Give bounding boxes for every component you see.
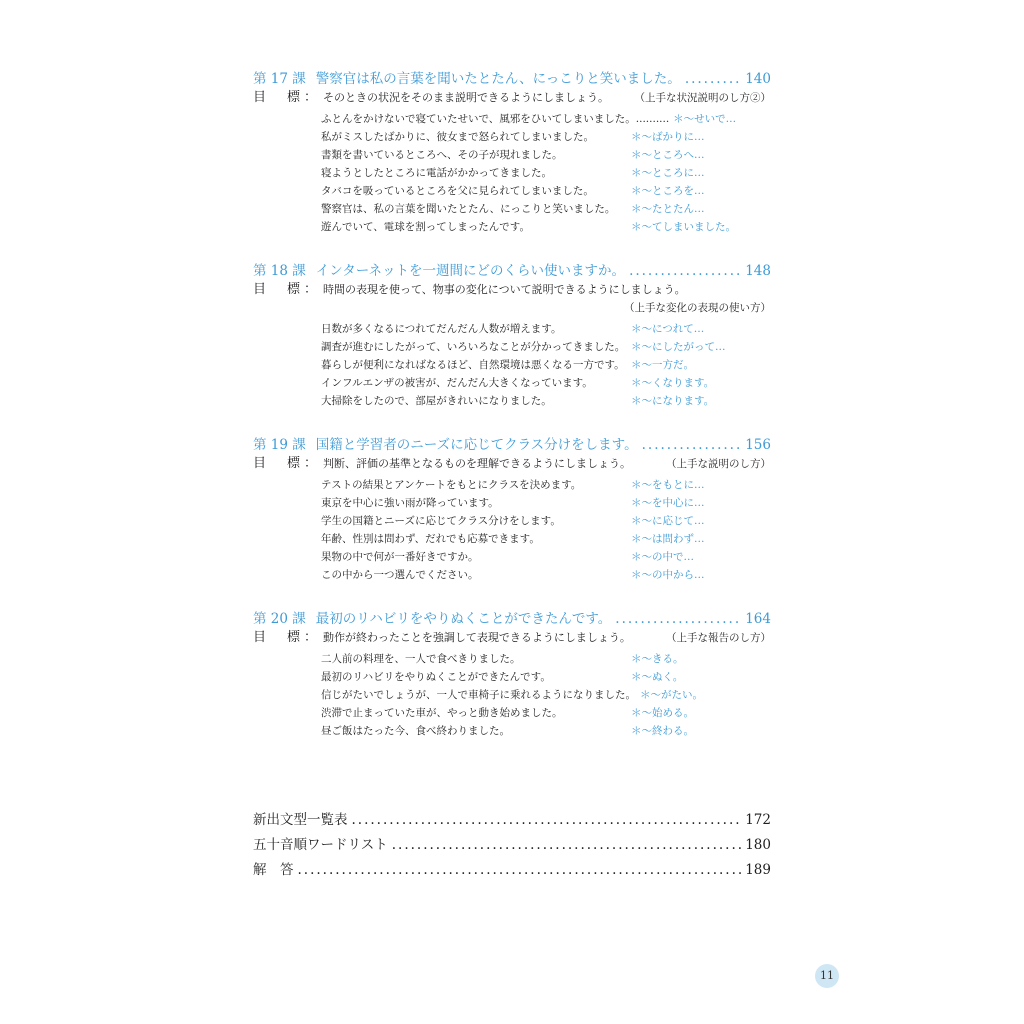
lesson-number: 第 18 課 [253,263,306,279]
example-row [321,476,771,494]
leader-dots [629,262,741,280]
goal-label: 目 標： [253,456,322,471]
lesson-title-row [253,604,771,628]
example-sentence: 二人前の料理を、一人で食べきりました。 [321,653,521,665]
goal-row [253,630,771,646]
example-pattern: ＊～を中心に… [631,497,705,509]
lesson-number: 第 20 課 [253,611,306,627]
example-row [321,338,771,356]
example-list [321,650,771,740]
goal-text: 時間の表現を使って、物事の変化について説明できるようにしましょう。 [323,283,686,296]
example-row [321,722,771,740]
appendix-index [253,808,771,883]
lesson-18 [253,256,771,410]
example-sentence: 遊んでいて、電球を割ってしまったんです。 [321,221,530,233]
example-sentence: タバコを吸っているところを父に見られてしまいました。 [321,185,594,197]
example-row [321,512,771,530]
lesson-title-row [253,256,771,280]
lesson-title: 最初のリハビリをやりぬくことができたんです。 [315,611,612,627]
lesson-20 [253,604,771,740]
example-list [321,320,771,410]
example-pattern: ＊～ぬく。 [631,671,684,683]
leader-dots [685,70,741,88]
example-pattern: ＊～につれて… [631,323,705,335]
example-sentence: 渋滞で止まっていた車が、やっと動き始めました。 [321,707,563,719]
example-sentence: この中から一つ選んでください。 [321,569,479,581]
example-row [321,200,771,218]
example-row [321,392,771,410]
lesson-number: 第 17 課 [253,71,306,87]
lesson-page: 148 [745,263,771,279]
example-pattern: ＊～ところを… [631,185,705,197]
goal-text: 判断、評価の基準となるものを理解できるようにしましょう。 [323,457,632,470]
goal-label: 目 標： [253,282,322,297]
example-pattern: ＊～は問わず… [631,533,705,545]
example-row [321,356,771,374]
goal-label: 目 標： [253,90,322,105]
example-sentence: 大掃除をしたので、部屋がきれいになりました。 [321,395,552,407]
example-sentence: 昼ご飯はたった今、食べ終わりました。 [321,725,510,737]
lesson-17 [253,64,771,236]
example-row [321,110,771,128]
example-sentence: テストの結果とアンケートをもとにクラスを決めます。 [321,479,582,491]
example-pattern: ＊～になります。 [631,395,715,407]
goal-label: 目 標： [253,630,322,645]
goal-note: （上手な説明のし方） [666,458,771,470]
example-row [321,182,771,200]
goal-note: （上手な報告のし方） [666,632,771,644]
example-row [321,128,771,146]
example-pattern: ＊～一方だ。 [631,359,694,371]
goal-row [253,282,771,298]
example-pattern: ＊～をもとに… [631,479,705,491]
example-list [321,110,771,236]
example-pattern: ＊～終わる。 [631,725,694,737]
lesson-title: インターネットを一週間にどのくらい使いますか。 [315,263,626,279]
goal-text: そのときの状況をそのまま説明できるようにしましょう。 [323,91,610,104]
example-sentence: 暮らしが便利になればなるほど、自然環境は悪くなる一方です。 [321,359,625,371]
leader-dots [352,808,742,833]
index-entry [253,833,771,858]
index-entry [253,808,771,833]
index-page: 180 [745,837,771,853]
lesson-title: 国籍と学習者のニーズに応じてクラス分けをします。 [315,437,638,453]
index-label: 五十音順ワードリスト [253,837,388,853]
example-sentence: 日数が多くなるにつれてだんだん人数が増えます。 [321,323,562,335]
lesson-title-row [253,64,771,88]
example-sentence: 寝ようとしたところに電話がかかってきました。 [321,167,552,179]
leader-dots [615,610,741,628]
example-row [321,686,771,704]
leader-dots [642,436,742,454]
example-row [321,494,771,512]
index-label: 新出文型一覧表 [253,812,348,828]
example-pattern: ＊～の中で… [631,551,694,563]
index-label: 解 答 [253,862,294,878]
example-pattern: ＊～きる。 [631,653,684,665]
example-sentence: インフルエンザの被害が、だんだん大きくなっています。 [321,377,593,389]
example-row [321,218,771,236]
example-pattern: ＊～始める。 [631,707,694,719]
example-list [321,476,771,584]
leader-dots [392,833,741,858]
example-row [321,704,771,722]
goal-note: （上手な状況説明のし方②） [634,92,771,104]
example-row [321,164,771,182]
lesson-title-row [253,430,771,454]
lesson-19 [253,430,771,584]
example-row [321,668,771,686]
example-sentence: 調査が進むにしたがって、いろいろなことが分かってきました。 [321,341,626,353]
example-row [321,530,771,548]
example-pattern: ＊～せいで… [673,113,737,125]
example-pattern: ＊～ところに… [631,167,705,179]
example-sentence: 警察官は、私の言葉を聞いたとたん、にっこりと笑いました。 [321,203,616,215]
example-row [321,320,771,338]
example-sentence: 信じがたいでしょうが、一人で車椅子に乗れるようになりました。 [321,689,636,701]
index-page: 189 [745,862,771,878]
lesson-page: 156 [745,437,771,453]
example-pattern: ＊～ところへ… [631,149,705,161]
example-pattern: ＊～ばかりに… [631,131,705,143]
goal-text: 動作が終わったことを強調して表現できるようにしましょう。 [323,631,631,644]
example-pattern: ＊～くなります。 [631,377,715,389]
page-number-badge: 11 [815,964,839,988]
example-row [321,566,771,584]
example-sentence: 最初のリハビリをやりぬくことができたんです。 [321,671,551,683]
goal-row [253,90,771,106]
example-pattern: ＊～てしまいました。 [631,221,736,233]
lesson-number: 第 19 課 [253,437,306,453]
index-page: 172 [745,812,771,828]
lesson-page: 140 [745,71,771,87]
example-sentence: 書類を書いているところへ、その子が現れました。 [321,149,563,161]
example-pattern: ＊～がたい。 [640,689,703,701]
leader-dots [298,858,742,883]
lesson-title: 警察官は私の言葉を聞いたとたん、にっこりと笑いました。 [315,71,681,87]
example-row [321,146,771,164]
example-row [321,374,771,392]
goal-note: （上手な変化の表現の使い方） [624,302,771,314]
lesson-page: 164 [745,611,771,627]
example-pattern: ＊～に応じて… [631,515,705,527]
example-sentence: 私がミスしたばかりに、彼女まで怒られてしまいました。 [321,131,594,143]
example-pattern: ＊～たとたん… [631,203,705,215]
example-sentence: ふとんをかけないで寝ていたせいで、風邪をひいてしまいました。.......... [321,113,670,125]
table-of-contents [253,64,771,740]
example-sentence: 東京を中心に強い雨が降っています。 [321,497,499,509]
goal-row [253,456,771,472]
example-row [321,548,771,566]
example-sentence: 果物の中で何が一番好きですか。 [321,551,479,563]
example-pattern: ＊～にしたがって… [631,341,726,353]
example-pattern: ＊～の中から… [631,569,705,581]
example-row [321,650,771,668]
example-sentence: 年齢、性別は問わず、だれでも応募できます。 [321,533,540,545]
index-entry [253,858,771,883]
example-sentence: 学生の国籍とニーズに応じてクラス分けをします。 [321,515,561,527]
